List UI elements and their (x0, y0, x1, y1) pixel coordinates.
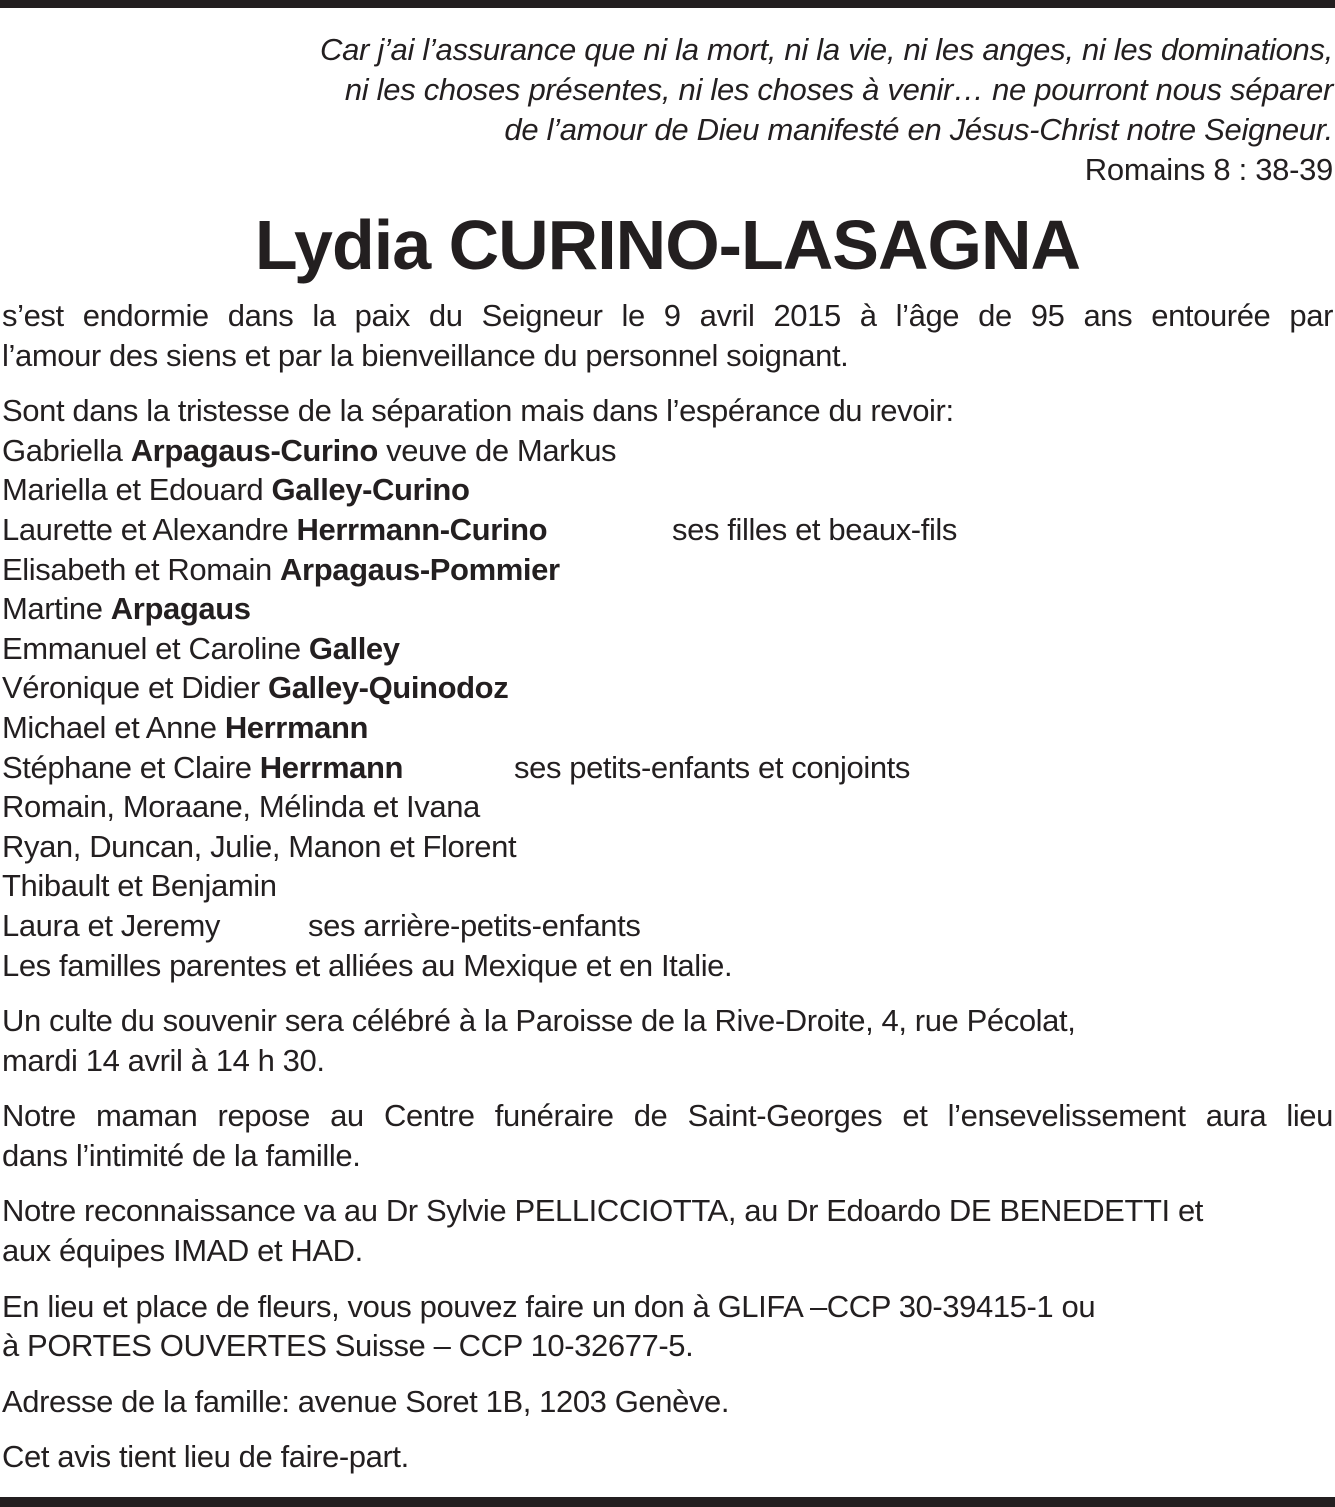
burial-line: Notre maman repose au Centre funéraire de Saint-Georges et l’ensevelissement aura lieu (2, 1098, 1333, 1134)
announcement-paragraph (2, 296, 1333, 375)
family-intro: Sont dans la tristesse de la séparation mais dans l’espérance du revoir: (2, 393, 954, 429)
donation-line: En lieu et place de fleurs, vous pouvez faire un don à GLIFA –CCP 30-39415-1 ou (2, 1288, 1096, 1324)
family-address: Adresse de la famille: avenue Soret 1B, 1203 Genève. (2, 1383, 730, 1419)
deceased-name: Lydia CURINO-LASAGNA (254, 206, 1081, 284)
relation-grandchildren: ses petits-enfants et conjoints (514, 749, 910, 785)
family-row: Thibault et Benjamin (2, 868, 277, 904)
service-line: mardi 14 avril à 14 h 30. (2, 1042, 325, 1078)
family-row: Michael et Anne Herrmann (2, 709, 369, 745)
family-row: Véronique et Didier Galley-Quinodoz (2, 670, 509, 706)
family-row: Martine Arpagaus (2, 591, 251, 627)
family-row: Ryan, Duncan, Julie, Manon et Florent (2, 828, 517, 864)
donation-line: à PORTES OUVERTES Suisse – CCP 10-32677-5. (2, 1328, 694, 1364)
closing-note: Cet avis tient lieu de faire-part. (2, 1439, 409, 1475)
family-row: Emmanuel et Caroline Galley (2, 630, 400, 666)
family-row: Laura et Jeremy (2, 907, 220, 943)
family-row: Romain, Moraane, Mélinda et Ivana (2, 789, 480, 825)
verse-reference: Romains 8 : 38-39 (1084, 152, 1333, 187)
family-row: Mariella et Edouard Galley-Curino (2, 472, 470, 508)
family-list (2, 391, 1333, 985)
top-rule (0, 0, 1335, 8)
service-line: Un culte du souvenir sera célébré à la Paroisse de la Rive-Droite, 4, rue Pécolat, (2, 1003, 1076, 1039)
address-paragraph (2, 1382, 1333, 1422)
bible-verse (83, 30, 1333, 190)
thanks-line: aux équipes IMAD et HAD. (2, 1233, 363, 1269)
donation-paragraph (2, 1287, 1333, 1366)
family-row: Laurette et Alexandre Herrmann-Curino (2, 511, 548, 547)
announcement-line: s’est endormie dans la paix du Seigneur le 9 avril 2015 à l’âge de 95 ans entourée par (2, 298, 1333, 333)
family-row: Les familles parentes et alliées au Mexique et en Italie. (2, 947, 733, 983)
family-row: Elisabeth et Romain Arpagaus-Pommier (2, 551, 560, 587)
verse-line: Car j’ai l’assurance que ni la mort, ni la vie, ni les anges, ni les dominations, (320, 32, 1333, 67)
bottom-rule (0, 1497, 1335, 1507)
thanks-paragraph (2, 1191, 1333, 1270)
closing-paragraph (2, 1437, 1333, 1477)
verse-line: ni les choses présentes, ni les choses à venir… ne pourront nous séparer (344, 72, 1333, 107)
notice-body (2, 296, 1333, 1493)
family-row: Stéphane et Claire Herrmann (2, 749, 404, 785)
family-row: Gabriella Arpagaus-Curino veuve de Markus (2, 432, 617, 468)
service-paragraph (2, 1001, 1333, 1080)
announcement-line: l’amour des siens et par la bienveillance du personnel soignant. (2, 337, 849, 373)
thanks-line: Notre reconnaissance va au Dr Sylvie PELLICCIOTTA, au Dr Edoardo DE BENEDETTI et (2, 1193, 1204, 1229)
relation-daughters: ses filles et beaux-fils (672, 511, 958, 547)
relation-great-grandchildren: ses arrière-petits-enfants (308, 907, 641, 943)
burial-paragraph (2, 1096, 1333, 1175)
burial-line: dans l’intimité de la famille. (2, 1137, 361, 1173)
verse-line: de l’amour de Dieu manifesté en Jésus-Christ notre Seigneur. (504, 112, 1333, 147)
